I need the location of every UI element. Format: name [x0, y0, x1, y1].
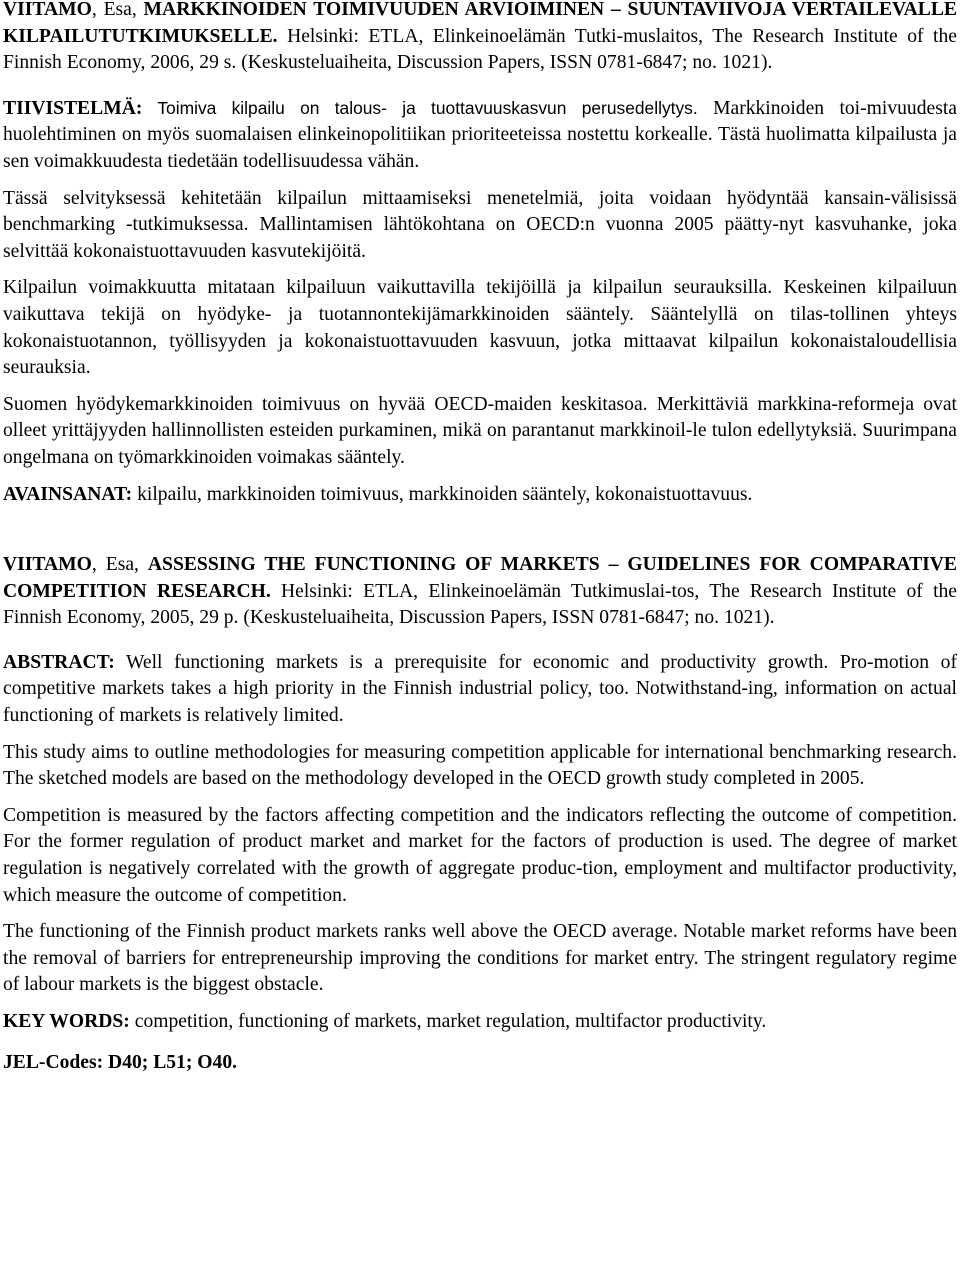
finnish-keywords [3, 482, 957, 509]
finnish-summary-body: Markkinoiden toi-mivuudesta huolehtiminen on myös suomalaisen elinkeinopolitiikan prioriteeteissa nostettu korkealle. Tästä huolimatta kilpailusta ja sen voimakkuudesta tiedetään todellisuudessa vähän. [3, 97, 957, 172]
english-keywords-text: competition, functioning of markets, market regulation, multifactor productivity. [129, 1011, 767, 1032]
finnish-paragraph-3: Suomen hyödykemarkkinoiden toimivuus on hyvää OECD-maiden keskitasoa. Merkittäviä markkina-reformeja ovat olleet yrittäjyyden hallinnollisten esteiden purkaminen, mikä on parantanut markkinoil-le tulon edellytyksiä. Suurimpana ongelmana on työmarkkinoiden voimakas sääntely. [3, 393, 957, 468]
english-abstract [3, 650, 957, 730]
english-paragraph-1: This study aims to outline methodologies for measuring competition applicable for international benchmarking research. The sketched models are based on the methodology developed in the OECD growth study completed in 2005. [3, 741, 957, 790]
english-paragraph-2: Competition is measured by the factors affecting competition and the indicators reflecting the outcome of competition. For the former regulation of product market and market for the factors of production is used. The degree of market regulation is negatively correlated with the growth of aggregate produc-tion, employment and multifactor productivity, which measure the outcome of competition. [3, 804, 957, 906]
finnish-summary-label: TIIVISTELMÄ: [3, 97, 143, 119]
english-citation-rest: Helsinki: ETLA, Elinkeinoelämän Tutkimuslai-tos, The Research Institute of the Finnish Economy, 2005, 29 p. (Keskusteluaiheita, Discussion Papers, ISSN 0781-6847; no. 1021). [3, 580, 958, 629]
english-keywords [3, 1009, 957, 1036]
finnish-author-given: , Esa, [91, 0, 144, 20]
finnish-summary [3, 95, 957, 176]
english-abstract-label: ABSTRACT: [3, 651, 115, 673]
english-keywords-label: KEY WORDS: [3, 1011, 130, 1032]
finnish-summary-lead: Toimiva kilpailu on talous- ja tuottavuuskasvun perusedellytys. [142, 97, 698, 118]
english-author-given: , Esa, [91, 554, 148, 576]
finnish-keywords-label: AVAINSANAT: [3, 483, 133, 505]
finnish-title: MARKKINOIDEN TOIMIVUUDEN ARVIOIMINEN – SUUNTAVIIVOJA VERTAILEVALLE KILPAILUTUTKIMUKSELLE. [3, 0, 957, 47]
jel-codes: JEL-Codes: D40; L51; O40. [3, 1051, 238, 1073]
english-title: ASSESSING THE FUNCTIONING OF MARKETS – GUIDELINES FOR COMPARATIVE COMPETITION RESEARCH. [3, 554, 957, 602]
english-paragraph-3: The functioning of the Finnish product markets ranks well above the OECD average. Notable market reforms have been the removal of barriers for entrepreneurship improving the conditions for market entry. The stringent regulatory regime of labour markets is the biggest obstacle. [3, 921, 957, 996]
english-citation [3, 552, 957, 632]
finnish-keywords-text: kilpailu, markkinoiden toimivuus, markkinoiden sääntely, kokonaistuottavuus. [132, 483, 753, 505]
finnish-citation-rest: Helsinki: ETLA, Elinkeinoelämän Tutki-muslaitos, The Research Institute of the Finnish Economy, 2006, 29 s. (Keskusteluaiheita, Discussion Papers, ISSN 0781-6847; no. 1021). [3, 25, 957, 74]
english-author-surname: VIITAMO [3, 554, 92, 576]
finnish-author-surname: VIITAMO [3, 0, 92, 20]
english-abstract-text: Well functioning markets is a prerequisite for economic and productivity growth. Pro-motion of competitive markets takes a high priority in the Finnish industrial policy, too. Notwithstand-ing, information on actual functioning of markets is relatively limited. [3, 651, 957, 727]
finnish-citation [3, 0, 957, 77]
finnish-paragraph-1: Tässä selvityksessä kehitetään kilpailun mittaamiseksi menetelmiä, joita voidaan hyödyntää kansain-välisissä benchmarking -tutkimuksessa. Mallintamisen lähtökohtana on OECD:n vuonna 2005 päätty-nyt kasvuhanke, joka selvittää kokonaistuottavuuden kasvutekijöitä. [3, 187, 957, 262]
finnish-paragraph-2: Kilpailun voimakkuutta mitataan kilpailuun vaikuttavilla tekijöillä ja kilpailun seurauksilla. Keskeinen kilpailuun vaikuttava tekijä on hyödyke- ja tuotannontekijämarkkinoiden sääntely. Sääntelyllä on tilas-tollinen yhteys kokonaistuotannon, työllisyyden ja kokonaistuottavuuden kasvuun, jotka mittaavat kilpailun kokonaistaloudellisia seurauksia. [3, 277, 957, 379]
